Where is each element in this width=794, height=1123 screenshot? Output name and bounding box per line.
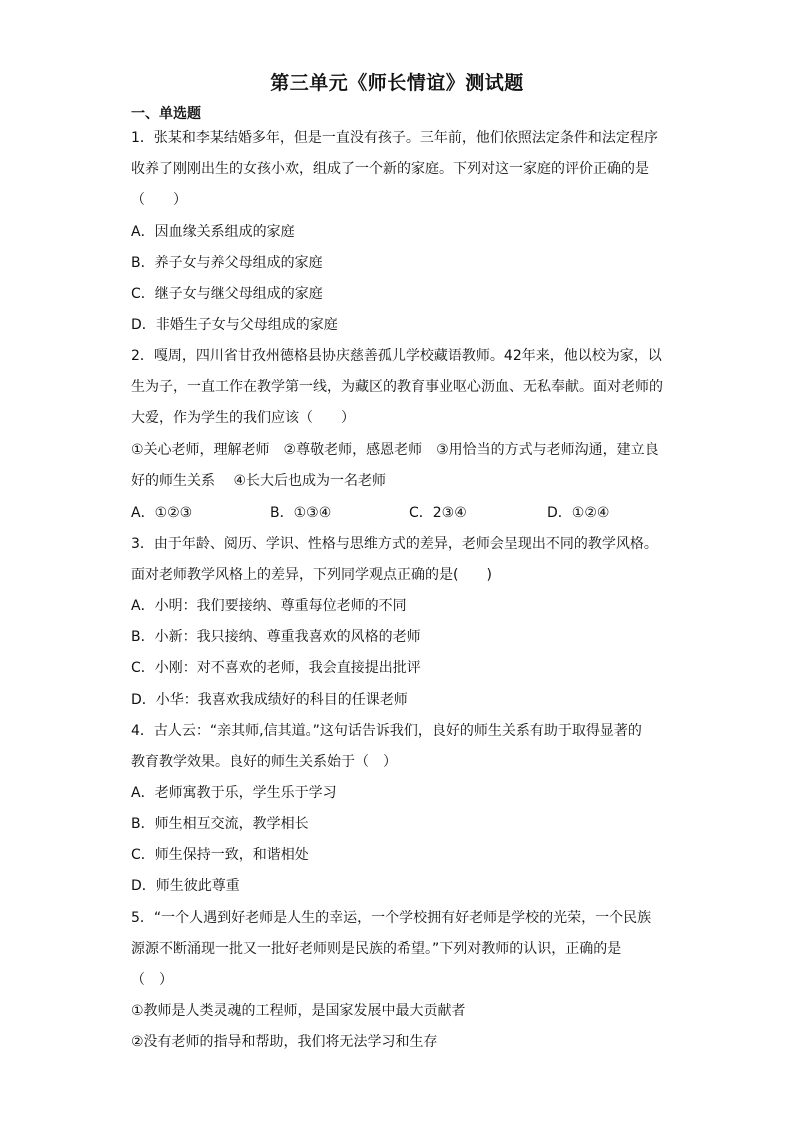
- q2-option-a: A．①②③: [131, 505, 193, 521]
- q2-stem-line-5: 好的师生关系 ④长大后也成为一名老师: [131, 473, 386, 489]
- q4-option-b: B．师生相互交流，教学相长: [131, 816, 309, 832]
- q1-stem-line-1: 1．张某和李某结婚多年，但是一直没有孩子。三年前，他们依照法定条件和法定程序: [131, 130, 658, 146]
- q4-stem-line-2: 教育教学效果。良好的师生关系始于（ ）: [131, 754, 397, 770]
- document-title: 第三单元《师长情谊》测试题: [270, 72, 524, 94]
- q2-stem-line-3: 大爱，作为学生的我们应该（ ）: [131, 410, 355, 426]
- q5-stem-line-1: 5．“一个人遇到好老师是人生的幸运，一个学校拥有好老师是学校的光荣，一个民族: [131, 910, 652, 926]
- q1-option-b: B．养子女与养父母组成的家庭: [131, 255, 323, 271]
- q1-option-a: A．因血缘关系组成的家庭: [131, 224, 295, 240]
- q4-option-c: C．师生保持一致，和谐相处: [131, 847, 309, 863]
- q2-stem-line-2: 生为子，一直工作在教学第一线，为藏区的教育事业呕心沥血、无私奉献。面对老师的: [131, 379, 663, 395]
- q1-option-c: C．继子女与继父母组成的家庭: [131, 286, 323, 302]
- q3-option-d: D．小华：我喜欢我成绩好的科目的任课老师: [131, 692, 408, 708]
- q2-options-row: [131, 503, 631, 523]
- q3-stem-line-2: 面对老师教学风格上的差异，下列同学观点正确的是( ): [131, 567, 492, 583]
- q5-stem-line-5: ②没有老师的指导和帮助，我们将无法学习和生存: [131, 1034, 438, 1050]
- q5-stem-line-2: 源源不断涌现一批又一批好老师则是民族的希望。”下列对教师的认识，正确的是: [131, 941, 622, 957]
- q2-option-b: B．①③④: [270, 505, 332, 521]
- q2-stem-line-4: ①关心老师，理解老师 ②尊敬老师，感恩老师 ③用恰当的方式与老师沟通，建立良: [131, 442, 659, 458]
- q5-stem-line-3: （ ）: [131, 972, 173, 988]
- q3-option-b: B．小新：我只接纳、尊重我喜欢的风格的老师: [131, 629, 421, 645]
- q1-option-d: D．非婚生子女与父母组成的家庭: [131, 317, 338, 333]
- q4-stem-line-1: 4．古人云：“亲其师,信其道。”这句话告诉我们，良好的师生关系有助于取得显著的: [131, 723, 642, 739]
- q2-option-d: D．①②④: [547, 505, 610, 521]
- section-heading: 一、单选题: [131, 106, 201, 122]
- q1-stem-line-3: （ ）: [131, 192, 187, 208]
- q3-option-c: C．小刚：对不喜欢的老师，我会直接提出批评: [131, 660, 421, 676]
- q5-stem-line-4: ①教师是人类灵魂的工程师，是国家发展中最大贡献者: [131, 1003, 466, 1019]
- q1-stem-line-2: 收养了刚刚出生的女孩小欢，组成了一个新的家庭。下列对这一家庭的评价正确的是: [131, 161, 649, 177]
- q3-option-a: A．小明：我们要接纳、尊重每位老师的不同: [131, 598, 407, 614]
- q4-option-d: D．师生彼此尊重: [131, 878, 240, 894]
- q2-option-c: C．2③④: [409, 505, 467, 521]
- q4-option-a: A．老师寓教于乐，学生乐于学习: [131, 785, 337, 801]
- q3-stem-line-1: 3．由于年龄、阅历、学识、性格与思维方式的差异，老师会呈现出不同的教学风格。: [131, 536, 658, 552]
- q2-stem-line-1: 2．嘎周，四川省甘孜州德格县协庆慈善孤儿学校藏语教师。42年来，他以校为家，以: [131, 348, 662, 364]
